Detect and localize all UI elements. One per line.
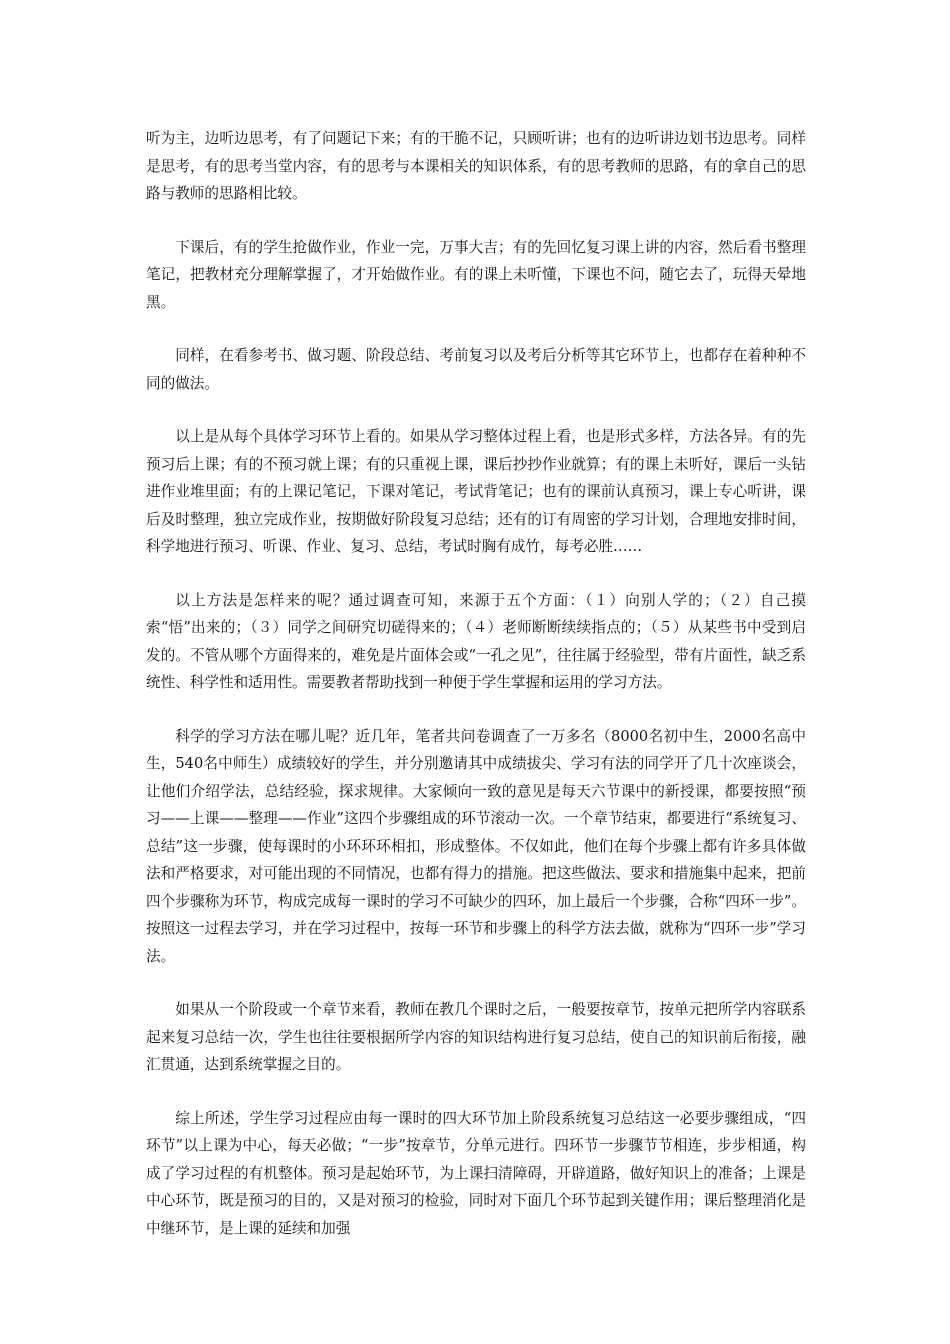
- paragraph-8: 综上所述，学生学习过程应由每一课时的四大环节加上阶段系统复习总结这一必要步骤组成，“四环节”以上课为中心，每天必做；“一步”按章节，分单元进行。四环节一步骤节节相连，步步相通，构成了学习过程的有机整体。预习是起始环节，为上课扫清障碍，开辟道路，做好知识上的准备；上课是中心环节，既是预习的目的，又是对预习的检验，同时对下面几个环节起到关键作用；课后整理消化是中继环节，是上课的延续和加强: [146, 1109, 806, 1237]
- paragraph-6: 科学的学习方法在哪儿呢？近几年，笔者共问卷调查了一万多名（8000名初中生，2000名高中生，540名中师生）成绩较好的学生，并分别邀请其中成绩拔尖、学习有法的同学开了几十次座谈会，让他们介绍学法，总结经验，探求规律。大家倾向一致的意见是每天六节课中的新授课，都要按照“预习——上课——整理——作业”这四个步骤组成的环节滚动一次。一个章节结束，都要进行“系统复习、总结”这一步骤，使每课时的小环环环相扣，形成整体。不仅如此，他们在每个步骤上都有许多具体做法和严格要求，对可能出现的不同情况，也都有得力的措施。把这些做法、要求和措施集中起来，把前四个步骤称为环节，构成完成每一课时的学习不可缺少的四环，加上最后一个步骤，合称“四环一步”。按照这一过程去学习，并在学习过程中，按每一环节和步骤上的科学方法去做，就称为“四环一步”学习法。: [146, 727, 806, 965]
- document-body: [146, 125, 806, 1242]
- paragraph-7: 如果从一个阶段或一个章节来看，教师在教几个课时之后，一般要按章节，按单元把所学内容联系起来复习总结一次，学生也往往要根据所学内容的知识结构进行复习总结，使自己的知识前后衔接，融汇贯通，达到系统掌握之目的。: [146, 1001, 806, 1073]
- paragraph-2: 下课后，有的学生抢做作业，作业一完，万事大吉；有的先回忆复习课上讲的内容，然后看书整理笔记，把教材充分理解掌握了，才开始做作业。有的课上未听懂，下课也不问，随它去了，玩得天晕地黑。: [146, 238, 806, 311]
- paragraph-1: 听为主，边听边思考，有了问题记下来；有的干脆不记，只顾听讲；也有的边听讲边划书边思考。同样是思考，有的思考当堂内容，有的思考与本课相关的知识体系，有的思考教师的思路，有的拿自己的思路与教师的思路相比较。: [146, 130, 806, 202]
- paragraph-4: 以上是从每个具体学习环节上看的。如果从学习整体过程上看，也是形式多样，方法各异。有的先预习后上课；有的不预习就上课；有的只重视上课，课后抄抄作业就算；有的课上未听好，课后一头钻进作业堆里面；有的上课记笔记，下课对笔记，考试背笔记；也有的课前认真预习，课上专心听讲，课后及时整理，独立完成作业，按期做好阶段复习总结；还有的订有周密的学习计划，合理地安排时间，科学地进行预习、听课、作业、复习、总结，考试时胸有成竹，每考必胜……: [146, 428, 806, 555]
- paragraph-5: 以上方法是怎样来的呢？通过调查可知，来源于五个方面：（１）向别人学的；（２）自己摸索“悟”出来的；（３）同学之间研究切磋得来的；（４）老师断断续续指点的；（５）从某些书中受到启发的。不管从哪个方面得来的，难免是片面体会或“一孔之见”，往往属于经验型，带有片面性，缺乏系统性、科学性和适用性。需要教者帮助找到一种便于学生掌握和运用的学习方法。: [146, 591, 806, 691]
- paragraph-3: 同样，在看参考书、做习题、阶段总结、考前复习以及考后分析等其它环节上，也都存在着种种不同的做法。: [146, 347, 806, 392]
